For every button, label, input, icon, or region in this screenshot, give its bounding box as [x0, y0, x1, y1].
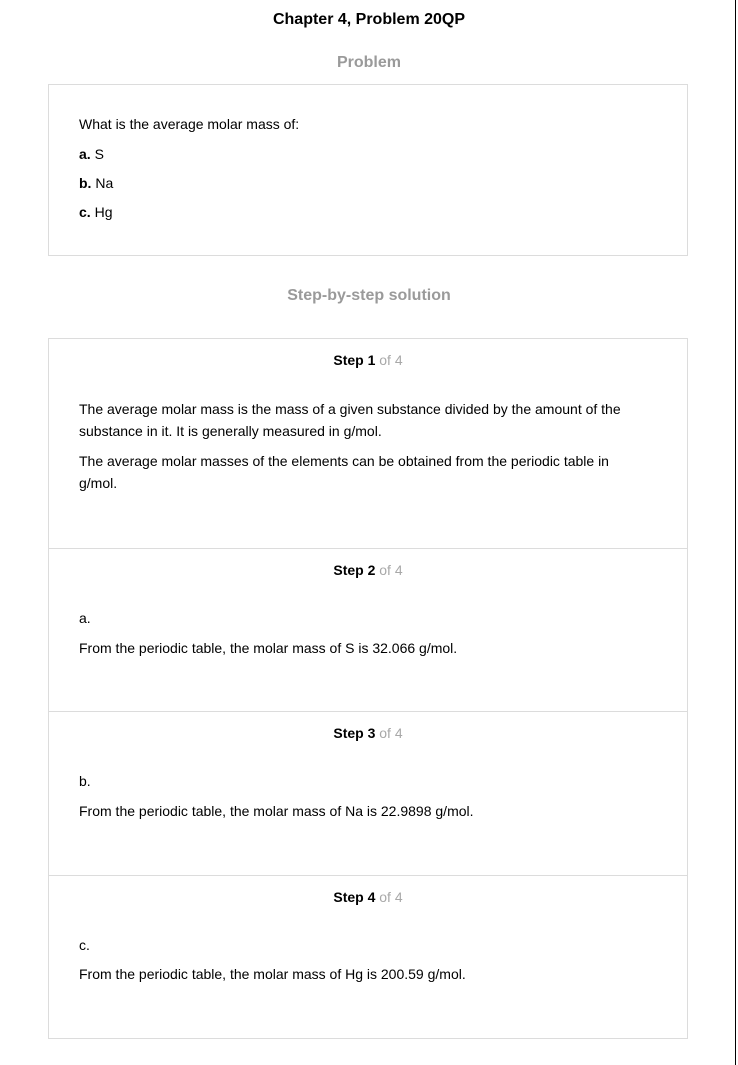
step-3 [49, 711, 687, 875]
step-count: of 4 [379, 889, 403, 905]
step-part-label: b. [79, 773, 91, 789]
step-2 [49, 548, 687, 711]
page-right-border [735, 0, 736, 1065]
problem-section-title: Problem [336, 54, 401, 71]
problem-question: What is the average molar mass of: [79, 116, 300, 132]
step-paragraph: From the periodic table, the molar mass of S is 32.066 g/mol. [79, 640, 458, 656]
problem-part-a [79, 146, 104, 162]
step-label: Step 3 [333, 725, 376, 741]
problem-part-text: S [94, 146, 104, 162]
step-1 [49, 339, 687, 548]
problem-part-text: Na [95, 175, 114, 191]
problem-part-text: Hg [94, 204, 113, 220]
step-count: of 4 [379, 725, 403, 741]
step-4 [49, 875, 687, 1038]
step-part-label: c. [79, 937, 90, 953]
step-paragraph: The average molar masses of the elements can be obtained from the periodic table in g/mol. [79, 453, 609, 491]
step-header [49, 562, 687, 578]
step-paragraph: From the periodic table, the molar mass of Hg is 200.59 g/mol. [79, 966, 466, 982]
step-header [49, 352, 687, 368]
problem-part-label: b. [79, 175, 92, 191]
step-label: Step 2 [333, 562, 376, 578]
step-paragraph: From the periodic table, the molar mass of Na is 22.9898 g/mol. [79, 803, 474, 819]
solution-section-title: Step-by-step solution [287, 287, 451, 304]
chapter-title: Chapter 4, Problem 20QP [272, 11, 466, 28]
step-paragraph: The average molar mass is the mass of a given substance divided by the amount of the substance in it. It is generally measured in g/mol. [79, 401, 621, 439]
problem-part-c [79, 204, 112, 220]
step-label: Step 4 [333, 889, 376, 905]
step-header [49, 889, 687, 905]
problem-box [48, 84, 688, 256]
step-part-label: a. [79, 610, 91, 626]
problem-part-label: a. [79, 146, 91, 162]
solution-box [48, 338, 688, 1039]
step-header [49, 725, 687, 741]
step-label: Step 1 [333, 352, 376, 368]
step-count: of 4 [379, 562, 403, 578]
problem-part-b [79, 175, 113, 191]
step-count: of 4 [379, 352, 403, 368]
problem-part-label: c. [79, 204, 91, 220]
